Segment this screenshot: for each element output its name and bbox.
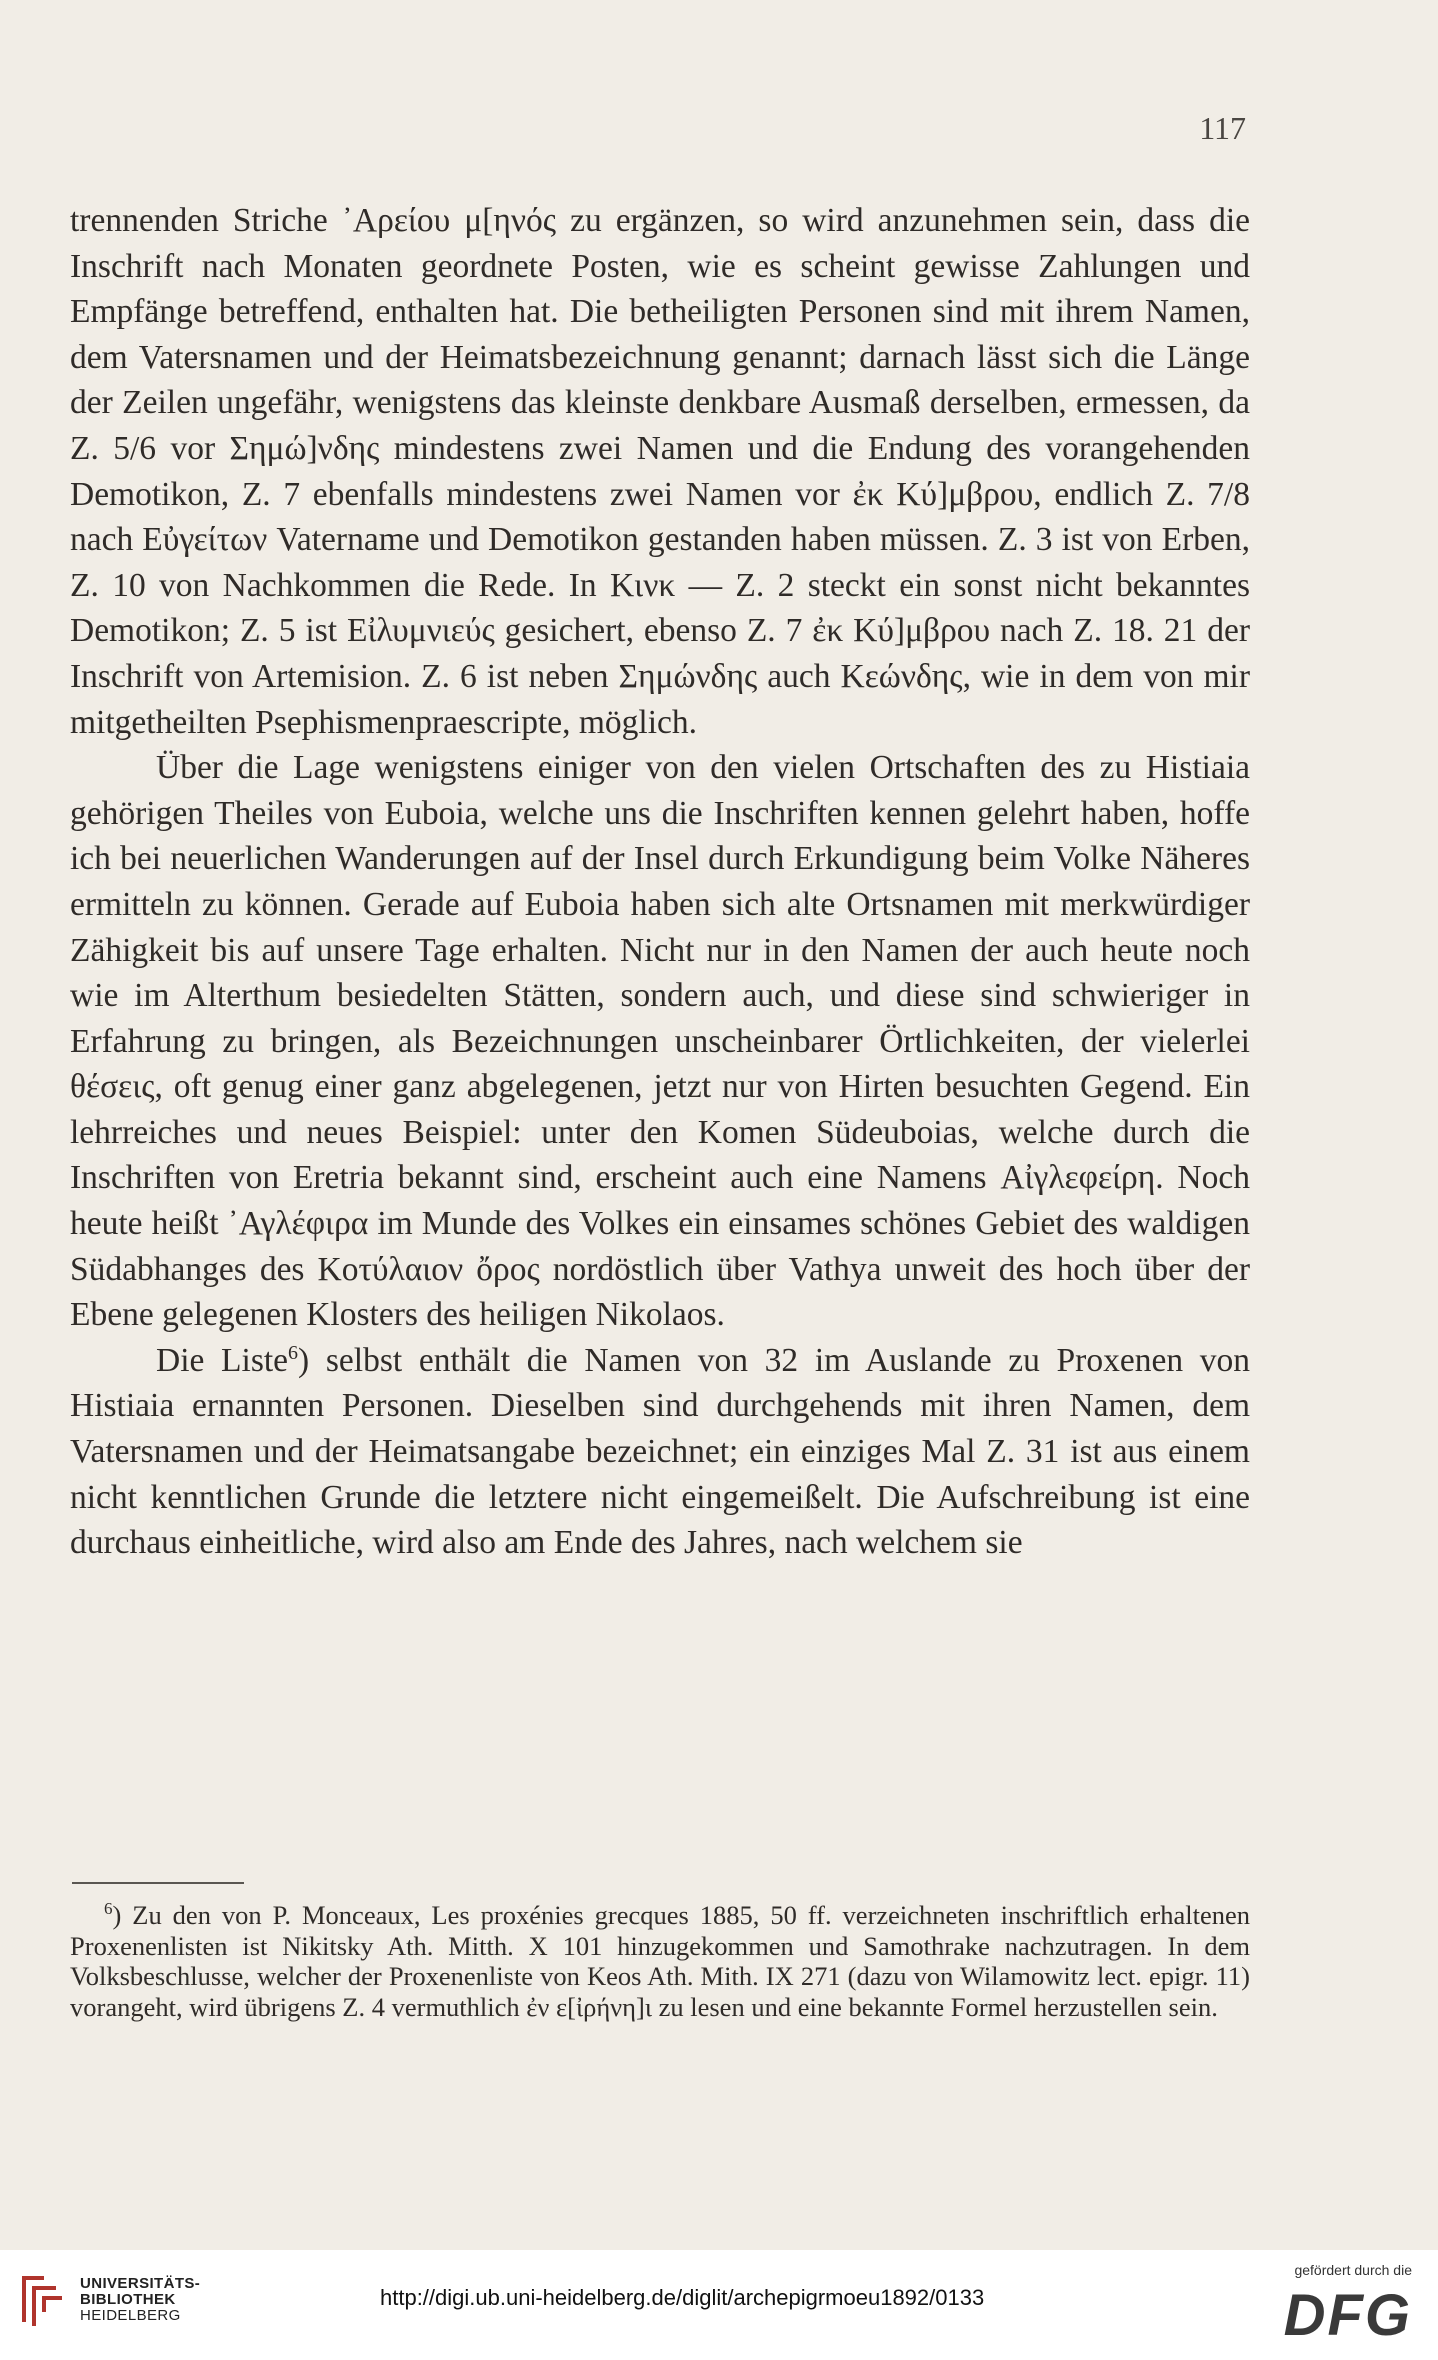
paragraph-3 [70, 1338, 1250, 1566]
dfg-logo: DFG [1283, 2283, 1412, 2348]
permalink-url[interactable]: http://digi.ub.uni-heidelberg.de/diglit/archepigrmoeu1892/0133 [380, 2285, 985, 2310]
body-text [70, 198, 1250, 1566]
footnote [70, 1900, 1250, 2022]
funder-caption: gefördert durch die [1294, 2262, 1412, 2278]
library-name-line-1: UNIVERSITÄTS- [80, 2275, 201, 2292]
footnote-reference[interactable]: 6 [288, 1341, 299, 1364]
footnote-mark: 6 [104, 1899, 113, 1919]
footnote-divider [72, 1882, 244, 1884]
digitization-footer [0, 2250, 1438, 2360]
library-logo-icon [16, 2272, 66, 2330]
library-name [80, 2276, 200, 2324]
library-name-line-3: HEIDELBERG [80, 2307, 181, 2324]
paragraph-3-text-after: ) selbst enthält die Namen von 32 im Auslande zu Proxenen von Histiaia ernannten Personen. Dieselben sind durchgehends mit ihren Namen, dem Vatersnamen und der Heimatsangabe bezeichnet; ein einziges Mal Z. 31 ist aus einem nicht kenntlichen Grunde die letztere nicht eingemeißelt. Die Aufschreibung ist eine durchaus einheitliche, wird also am Ende des Jahres, nach welchem sie [70, 1341, 1250, 1562]
library-name-line-2: BIBLIOTHEK [80, 2291, 176, 2308]
footnote-text: ) Zu den von P. Monceaux, Les proxénies grecques 1885, 50 ff. verzeichneten inschriftlich erhaltenen Proxenenlisten ist Nikitsky Ath. Mitth. X 101 hinzugekommen und Samothrake nachzutragen. In dem Volksbeschlusse, welcher der Proxenenliste von Keos Ath. Mith. IX 271 (dazu von Wilamowitz lect. epigr. 11) vorangeht, wird übrigens Z. 4 vermuthlich ἐν ε[ἰρήνη]ι zu lesen und eine bekannte Formel herzustellen sein. [70, 1900, 1250, 2022]
paragraph-1: trennenden Striche ᾿Αρείου μ[ηνός zu ergänzen, so wird anzunehmen sein, dass die Inschrift nach Monaten geordnete Posten, wie es scheint gewisse Zahlungen und Empfänge betreffend, enthalten hat. Die betheiligten Personen sind mit ihrem Namen, dem Vatersnamen und der Heimatsbezeichnung genannt; darnach lässt sich die Länge der Zeilen ungefähr, wenigstens das kleinste denkbare Ausmaß derselben, ermessen, da Z. 5/6 vor Σημώ]νδης mindestens zwei Namen und die Endung des vorangehenden Demotikon, Z. 7 ebenfalls mindestens zwei Namen vor ἐκ Κύ]μβρου, endlich Z. 7/8 nach Εὐγείτων Vatername und Demotikon gestanden haben müssen. Z. 3 ist von Erben, Z. 10 von Nachkommen die Rede. In Κινκ — Z. 2 steckt ein sonst nicht bekanntes Demotikon; Z. 5 ist Εἰλυμνιεύς gesichert, ebenso Z. 7 ἐκ Κύ]μβρου nach Z. 18. 21 der Inschrift von Artemision. Z. 6 ist neben Σημώνδης auch Κεώνδης, wie in dem von mir mitgetheilten Psephismenpraescripte, möglich. [70, 202, 1250, 741]
paragraph-2: Über die Lage wenigstens einiger von den vielen Ortschaften des zu Histiaia gehörigen Theiles von Euboia, welche uns die Inschriften kennen gelehrt haben, hoffe ich bei neuerlichen Wanderungen auf der Insel durch Erkundigung beim Volke Näheres ermitteln zu können. Gerade auf Euboia haben sich alte Ortsnamen mit merkwürdiger Zähigkeit bis auf unsere Tage erhalten. Nicht nur in den Namen der auch heute noch wie im Alterthum besiedelten Stätten, sondern auch, und diese sind schwieriger in Erfahrung zu bringen, als Bezeichnungen unscheinbarer Örtlichkeiten, der vielerlei θέσεις, oft genug einer ganz abgelegenen, jetzt nur von Hirten besuchten Gegend. Ein lehrreiches und neues Beispiel: unter den Komen Südeuboias, welche durch die Inschriften von Eretria bekannt sind, erscheint auch eine Namens Αἰγλεφείρη. Noch heute heißt ᾿Αγλέφιρα im Munde des Volkes ein einsames schönes Gebiet des waldigen Südabhanges des Κοτύλαιον ὄρος nordöstlich über Vathya unweit des hoch über der Ebene gelegenen Klosters des heiligen Nikolaos. [70, 749, 1250, 1334]
paragraph-3-text-before: Die Liste [156, 1341, 289, 1379]
page-number: 117 [1199, 110, 1246, 146]
